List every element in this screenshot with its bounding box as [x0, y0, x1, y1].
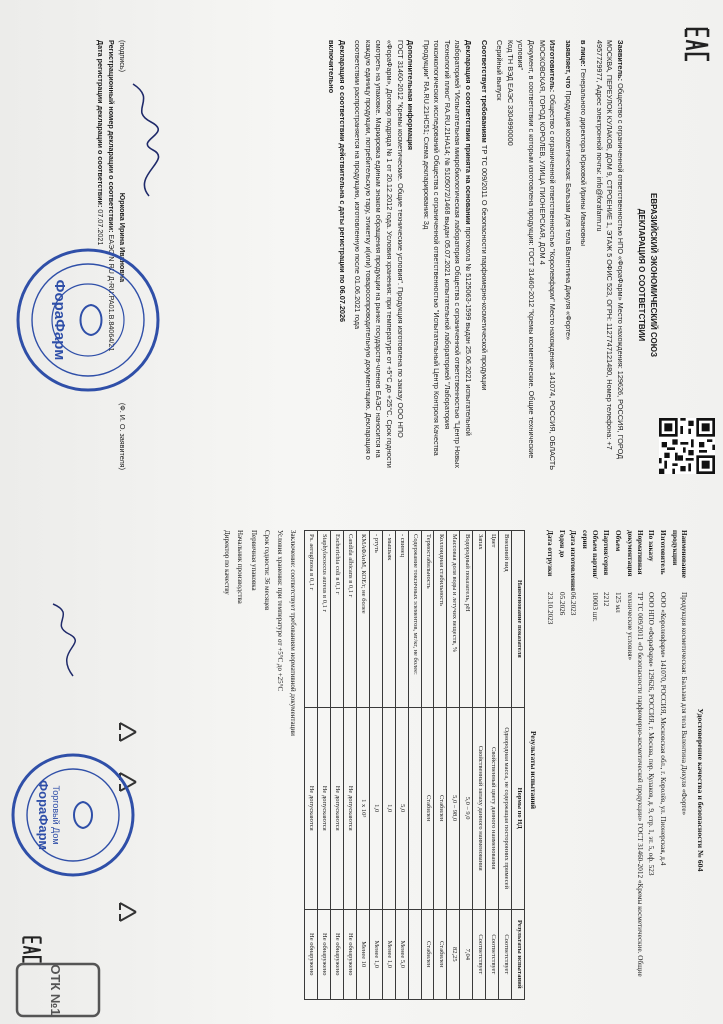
field-label: Годен до [557, 530, 566, 558]
table-row [356, 531, 369, 1000]
cert-stamp-sub: Торговый Дом [51, 785, 61, 845]
table-cell: - мышьяк [382, 531, 395, 708]
table-cell: 1,0 [369, 707, 382, 909]
quality-certificate [219, 530, 705, 1010]
certificate-field [601, 530, 611, 1010]
field-value: 10003 шт. [590, 592, 599, 622]
field-label: Дата отгрузки [545, 530, 554, 577]
table-cell: Стабилен [421, 909, 434, 999]
declares-paragraph: заявляет, что Продукция косметическая: Бальзам для тела Валентина Дикуля «Форте» [563, 40, 573, 341]
declaration-header [635, 150, 659, 400]
table-cell: Соответствует [486, 909, 499, 999]
table-cell: Candida albicans в 0,1 г [343, 531, 356, 708]
certificate-signature-icon [43, 600, 83, 680]
field-label: Объем партии/серии [581, 530, 599, 579]
table-cell: Термостабильность [421, 531, 434, 708]
field-value: ТР ТС 009/2011 «О безопасности парфюмерно-косметической продукции» ГОСТ 31460-2012 «Кремы косметические. Общие технические условия» [625, 592, 644, 977]
table-row [434, 531, 447, 1000]
declaration-body [321, 40, 625, 470]
table-cell: Содержание токсичных элементов, мг/кг, не более: [408, 531, 421, 708]
otk-stamp-text: ОТК №1 [48, 964, 63, 1016]
union-title: ЕВРАЗИЙСКИЙ ЭКОНОМИЧЕСКИЙ СОЮЗ [649, 192, 658, 358]
certificate-field [579, 530, 598, 1010]
applicant-paragraph: Заявитель: Общество с ограниченной ответственностью НПО «ФораФарм» Место нахождения: 129626, РОССИЯ, ГОРОД МОСКВА, ПЕРЕУЛОК КУЛАКОВ, ДОМ 9, СТРОЕНИЕ 1, ЭТАЖ 5 ОФИС 523, ОГРН: 1127747121480, Номер телефона: +7 4957729977, Адрес электронной почты: info@forafarm.ru [594, 40, 625, 460]
signature-role-2: Директор по качеству [223, 530, 232, 595]
results-table [304, 530, 525, 1000]
certificate-field [646, 530, 656, 1010]
table-cell: 5,0 – 9,0 [460, 707, 473, 909]
table-cell: Цвет [486, 531, 499, 708]
table-cell: Свойственный цвету данного наименования [486, 707, 499, 909]
table-cell: Не допускаются [343, 707, 356, 909]
signature-role-1: Начальник производства [236, 530, 245, 604]
certificate-field [669, 530, 688, 1010]
table-cell: - свинец [395, 531, 408, 708]
table-row [343, 531, 356, 1000]
eac-logo-icon [683, 26, 711, 64]
field-value: 05.2026 [557, 592, 566, 616]
signer-caption: (Ф. И. О. заявителя) [118, 402, 127, 470]
field-label: По заказу [647, 530, 656, 562]
table-cell: Менее 10 [356, 909, 369, 999]
table-cell: Escherichia coli в 0,1 г [330, 531, 343, 708]
table-row [499, 531, 512, 1000]
shelf-life-text: Срок годности: 36 месяцев [262, 530, 271, 611]
table-cell: 82,25 [447, 909, 460, 999]
cert-stamp-name: ФораФарм [36, 780, 51, 850]
table-row [382, 531, 395, 1000]
certificate-field [612, 530, 622, 1010]
validity-paragraph: Декларация о соответствии действительна с даты регистрации по 06.07.2026 включительно [327, 40, 347, 323]
recycle-icon [116, 900, 138, 924]
table-row [460, 531, 473, 1000]
table-cell: Внешний вид [499, 531, 512, 708]
table-header: Нормы по НД [512, 707, 525, 909]
field-value: 2212 [602, 592, 611, 607]
certificate-field [624, 530, 643, 1010]
table-cell: Не допускаются [304, 707, 317, 909]
table-row [395, 531, 408, 1000]
table-cell: Стабилен [434, 707, 447, 909]
table-cell: Водородный показатель, pH [460, 531, 473, 708]
addinfo-paragraph: Дополнительная информация ГОСТ 31460-2012 "Кремы косметические. Общие технические условия". Продукция изготовлена по заказу ООО НПО «ФораФарм», Договор подряда № 1 от 20.12.2012 года. Условия хранения: при температуре от +5°С до +25°С. Срок годности смотреть на упаковке. Маркировка единым знаком обращения продукции на рынке государств-членов ЕАЭС наносится на каждую единицу продукции, потребительскую тару, этикетку и(или) товаросопроводительную документацию. Декларация о соответствии распространяется на продукцию, изготовленную после 01.06.2021 года [353, 40, 416, 468]
basis-paragraph: Декларация о соответствии принята на основании протокола № 5125063-1599 выдан 25.06.2021 испытательной лабораторией "Испытательная микробиологическая лаборатория Общества с ограниченной ответственностью "Центр Новых Технологий плюс" RA.RU.21НА14; № 5105072/1468 выдан 05.07.2021 испытательной лабораторией "Лаборатория токсикологических исследований Общества с ограниченной ответственностью "Испытательный Центр Контроля Качества Продукции" RA.RU.21НС51; Схема декларирования: 3д [421, 40, 474, 469]
table-cell: Менее 1,0 [369, 909, 382, 999]
conformity-paragraph: Соответствует требованиям ТР ТС 009/2011 О безопасности парфюмерно-косметической продукции [479, 40, 489, 391]
table-cell: Однородная масса, не содержащая посторонних примесей [499, 707, 512, 909]
table-cell: 5,0 [395, 707, 408, 909]
signature-caption: (подпись) [118, 40, 127, 72]
field-label: Изготовитель [659, 530, 668, 575]
director-paragraph: в лице: Генерального директора Юрковой Ирины Ивановны [579, 40, 589, 247]
field-label: Нормативная документация [625, 530, 644, 577]
table-cell: 1,0 [382, 707, 395, 909]
table-cell: 5,0 – 98,0 [447, 707, 460, 909]
table-cell: Staphylococcus aureus в 0,1 г [317, 531, 330, 708]
table-cell: Запах [473, 531, 486, 708]
table-cell: Стабилен [421, 707, 434, 909]
results-title: Результаты испытаний [529, 730, 539, 810]
table-row [447, 531, 460, 1000]
storage-text: Условия хранения: при температуре от +5°С до +25°С [275, 530, 284, 692]
table-row [486, 531, 499, 1000]
table-cell: Не обнаружено [304, 909, 317, 999]
certificate-title: Удостоверение качества и безопасности № 604 [696, 708, 705, 872]
table-cell: Соответствует [473, 909, 486, 999]
table-cell: Не допускаются [330, 707, 343, 909]
certificate-fields [544, 530, 688, 1010]
table-cell: 1 х 10³ [356, 707, 369, 909]
table-row [330, 531, 343, 1000]
table-row [304, 531, 317, 1000]
conclusion-text: Заключение: соответствует требованиям нормативной документации [288, 530, 297, 736]
field-value: ООО НПО «ФораФарм» 129626, РОССИЯ, г. Москва, пер. Кулаков, д. 9, стр. 1, эт. 5, оф. 523 [647, 592, 656, 876]
table-cell [408, 707, 421, 909]
certificate-field [544, 530, 554, 1010]
registration-number: Регистрационный номер декларации о соответствии: ЕАЭС N RU Д-RU.РА01.В.84064/21 [106, 40, 116, 352]
table-row [408, 531, 421, 1000]
recycle-icon [116, 720, 138, 744]
field-label: Партия/серия [602, 530, 611, 576]
table-cell: КМАФАнМ, КОЕ/г, не более [356, 531, 369, 708]
table-cell: Менее 5,0 [395, 909, 408, 999]
table-cell: Ps. aeruginosa в 0,1 г [304, 531, 317, 708]
table-cell: Стабилен [434, 909, 447, 999]
table-cell: Не обнаружено [343, 909, 356, 999]
manufacturer-paragraph: Изготовитель: Общество с ограниченной ответственностью "Королевфарм" Место нахождения: 141074, РОССИЯ, ОБЛАСТЬ МОСКОВСКАЯ, ГОРОД КОРОЛЕВ, УЛИЦА ПИОНЕРСКАЯ, ДОМ 4 Документ, в соответствии с которым изготовлена продукция: ГОСТ 31460-2012 "Кремы косметические. Общие технические условия" Код ТН ВЭД ЕАЭС 3304990000 Серийный выпуск [495, 40, 558, 470]
certificate-field [657, 530, 667, 1010]
table-row [317, 531, 330, 1000]
table-header: Результаты испытаний [512, 909, 525, 999]
table-cell: Соответствует [499, 909, 512, 999]
table-cell [408, 909, 421, 999]
packaging-label: Первичная упаковка [249, 530, 258, 591]
field-label: Объем [614, 530, 623, 552]
certificate-round-stamp [8, 750, 138, 880]
table-row [473, 531, 486, 1000]
field-value: 125 мл [614, 592, 623, 613]
field-value: Продукция косметическая: Бальзам для тела Валентина Дикуля «Форте» [680, 592, 689, 816]
field-value: ООО «Королевфарм» 141070, РОССИЯ, Московская обл., г. Королёв, ул. Пионерская, д.4 [659, 592, 668, 866]
table-cell: Не обнаружено [330, 909, 343, 999]
declaration-title: ДЕКЛАРАЦИЯ О СООТВЕТСТВИИ [637, 208, 646, 342]
certificate-field [568, 530, 578, 1010]
table-cell: Не допускаются [317, 707, 330, 909]
table-cell: Менее 1,0 [382, 909, 395, 999]
table-cell: 7,04 [460, 909, 473, 999]
signer-name: Юркова Ирина Ивановна [118, 192, 127, 283]
table-cell: - ртуть [369, 531, 382, 708]
otk-stamp [13, 960, 103, 1020]
table-cell: Свойственный запаху данного наименования [473, 707, 486, 909]
qr-code-icon [659, 418, 715, 474]
field-label: Наименование продукции [670, 530, 689, 578]
table-cell: Не обнаружено [317, 909, 330, 999]
declaration-signature-icon [123, 80, 163, 200]
certificate-field [556, 530, 566, 1010]
field-value: 06.2023 [569, 592, 578, 616]
table-header: Наименование показателя [512, 531, 525, 708]
declaration-round-stamp [13, 245, 163, 395]
decl-stamp-name: ФораФарм [51, 279, 68, 361]
table-cell: Коллоидная стабильность [434, 531, 447, 708]
registration-date: Дата регистрации декларации о соответствии: 07.07.2021 [95, 40, 105, 246]
table-row [421, 531, 434, 1000]
table-row [369, 531, 382, 1000]
table-cell: Массовая доля воды и летучих веществ, % [447, 531, 460, 708]
field-label: Дата изготовления [569, 530, 578, 592]
field-value: 23.10.2023 [545, 592, 554, 625]
certificate-conclusion [222, 530, 298, 1010]
